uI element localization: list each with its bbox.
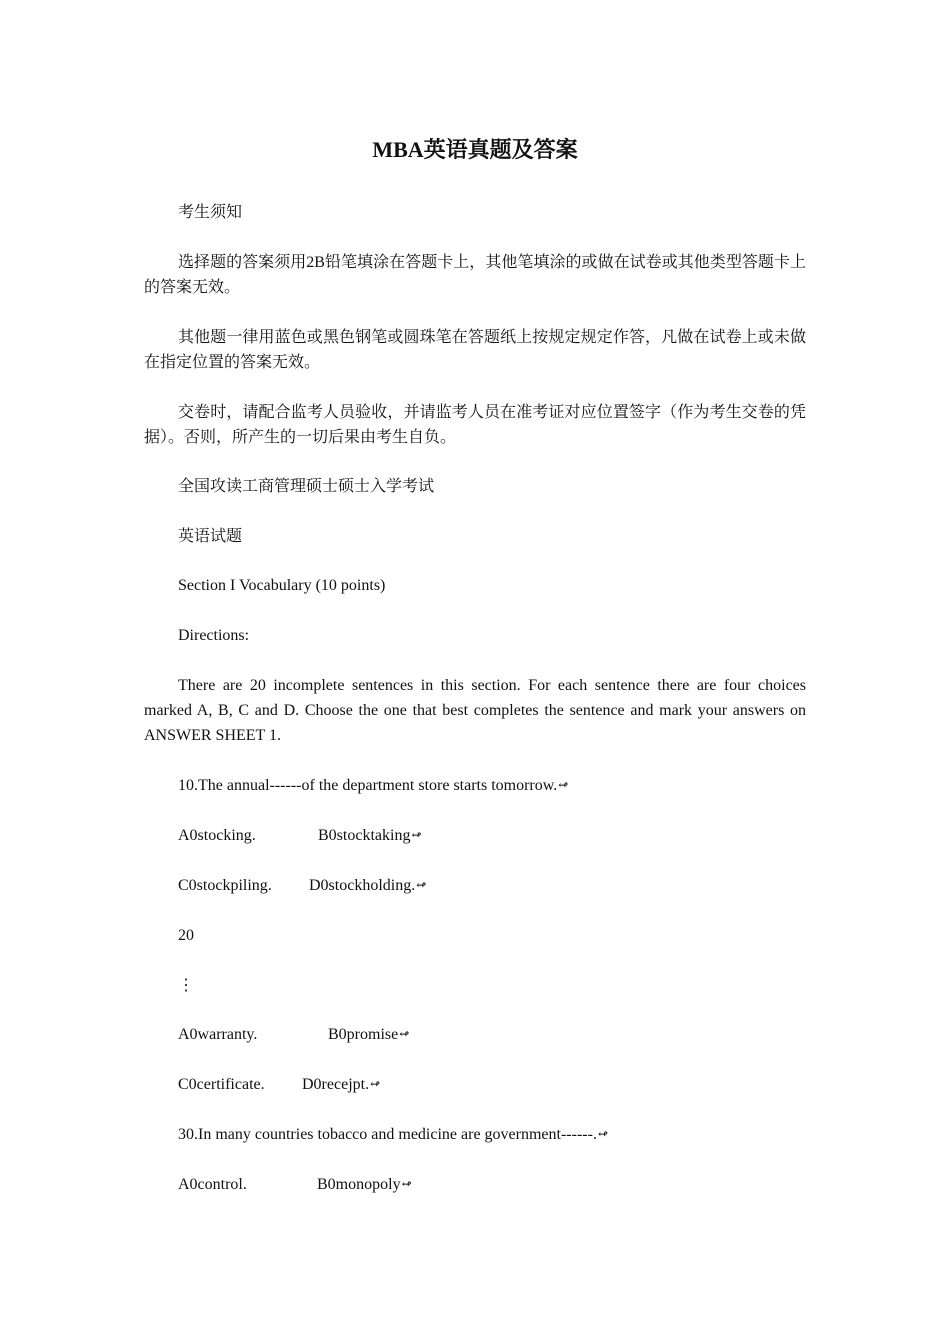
option-a: A0warranty. [178,1026,258,1043]
option-row [178,1172,412,1197]
directions-label: Directions: [178,627,250,644]
option-d: D0recejpt. [302,1076,370,1093]
option-row [178,1072,380,1097]
question-stem [178,773,568,798]
question-stem-text: 30.In many countries tobacco and medicine are government------. [178,1126,597,1143]
question-number: 20 [178,927,194,944]
exam-name: 全国攻读工商管理硕士硕士入学考试 [178,478,435,495]
notice-paragraph-3: 交卷时，请配合监考人员验收，并请监考人员在准考证对应位置签字（作为考生交卷的凭据）。否则，所产生的一切后果由考生自负。 [144,404,806,446]
return-mark-icon: ↫ [597,1127,608,1141]
return-mark-icon: ↫ [558,778,569,792]
return-mark-icon: ↫ [370,1077,381,1091]
option-row [178,823,422,848]
notice-heading: 考生须知 [178,204,243,221]
notice-paragraph-1: 选择题的答案须用2B铅笔填涂在答题卡上，其他笔填涂的或做在试卷或其他类型答题卡上的答案无效。 [144,254,806,296]
directions-text: There are 20 incomplete sentences in this section. For each sentence there are four choices marked A, B, C and D. Choose the one that best completes the sentence and mark your answers on ANSWER SHEET 1. [144,677,806,744]
return-mark-icon: ↫ [399,1027,410,1041]
return-mark-icon: ↫ [401,1177,412,1191]
option-d: D0stockholding. [309,877,416,894]
option-row [178,873,426,898]
return-mark-icon: ↫ [411,828,422,842]
return-mark-icon: ↫ [416,878,427,892]
option-a: A0control. [178,1176,247,1193]
subject-name: 英语试题 [178,528,243,545]
option-b: B0stocktaking [318,827,411,844]
question-stem-text: 10.The annual------of the department store starts tomorrow. [178,777,558,794]
option-c: C0certificate. [178,1076,265,1093]
notice-paragraph-2: 其他题一律用蓝色或黑色钢笔或圆珠笔在答题纸上按规定规定作答，凡做在试卷上或未做在指定位置的答案无效。 [144,329,806,371]
option-b: B0promise [328,1026,399,1043]
option-row [178,1022,409,1047]
question-stem [178,1122,608,1147]
option-b: B0monopoly [317,1176,401,1193]
question-stem-ellipsis: ⋮ [178,977,194,994]
option-c: C0stockpiling. [178,877,272,894]
section-heading: Section I Vocabulary (10 points) [178,577,386,594]
document-title: MBA英语真题及答案 [372,137,578,162]
option-a: A0stocking. [178,827,256,844]
